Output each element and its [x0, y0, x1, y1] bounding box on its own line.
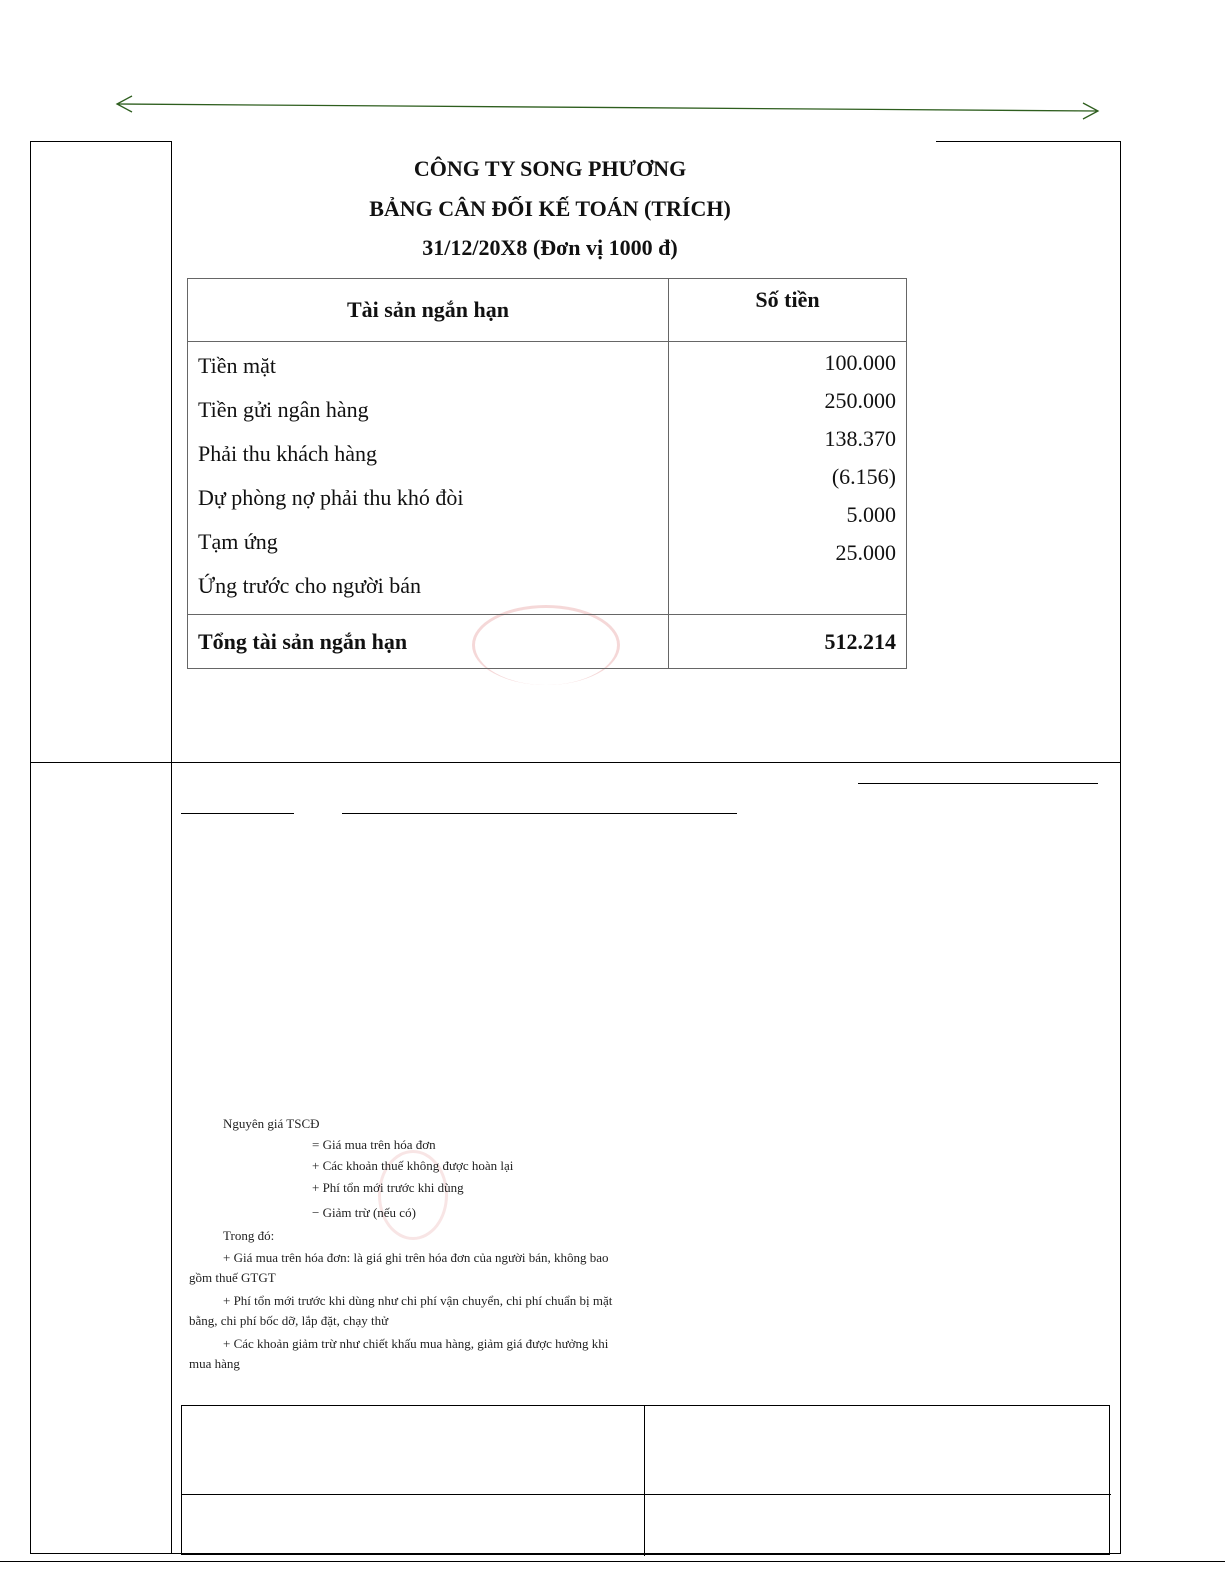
- formula-note: + Giá mua trên hóa đơn: là giá ghi trên hóa đơn của người bán, không bao gồm thuế GTGT: [189, 1250, 609, 1285]
- formula-where: Trong đó:: [223, 1228, 275, 1243]
- empty-table: [181, 1405, 1110, 1555]
- underline: [858, 783, 1098, 784]
- formula-line: − Giảm trừ (nếu có): [312, 1205, 416, 1220]
- formula-title: Nguyên giá TSCĐ: [223, 1116, 320, 1131]
- item-amount: 100.000: [824, 350, 896, 375]
- formula-line: + Phí tổn mới trước khi dùng: [312, 1180, 464, 1195]
- report-title: BẢNG CÂN ĐỐI KẾ TOÁN (TRÍCH): [369, 196, 731, 221]
- total-label: Tổng tài sản ngắn hạn: [188, 615, 669, 669]
- formula-note: + Các khoản giảm trừ như chiết khấu mua hàng, giảm giá được hưởng khi mua hàng: [189, 1336, 609, 1371]
- total-row: [188, 615, 907, 669]
- page-bottom-rule: [0, 1561, 1225, 1562]
- balance-sheet-table: [187, 278, 907, 669]
- item-amount: 250.000: [824, 388, 896, 413]
- grid-row-divider: [30, 762, 1121, 763]
- item-label: Tiền gửi ngân hàng: [198, 397, 369, 422]
- item-amount: 138.370: [824, 426, 896, 451]
- item-label: Tiền mặt: [198, 353, 277, 378]
- image-top-border: [172, 139, 936, 144]
- table-body-row: [188, 342, 907, 615]
- item-amount: (6.156): [831, 464, 896, 489]
- item-label: Ứng trước cho người bán: [198, 573, 422, 598]
- underline: [342, 813, 737, 814]
- header-amount: Số tiền: [669, 279, 907, 342]
- total-amount: 512.214: [669, 615, 907, 669]
- formula-line: = Giá mua trên hóa đơn: [312, 1137, 436, 1152]
- formula-line: + Các khoản thuế không được hoàn lại: [312, 1158, 514, 1173]
- item-amount: 25.000: [835, 540, 896, 565]
- grid-column-divider: [171, 141, 172, 1554]
- formula-note: + Phí tổn mới trước khi dùng như chi phí vận chuyển, chi phí chuẩn bị mặt bằng, chi phí bốc dỡ, lắp đặt, chạy thử: [189, 1293, 613, 1328]
- underline: [181, 813, 294, 814]
- company-name: CÔNG TY SONG PHƯƠNG: [413, 156, 687, 181]
- header-item: Tài sản ngắn hạn: [188, 279, 669, 342]
- item-amount: 5.000: [846, 502, 896, 527]
- table-column-divider: [644, 1406, 645, 1556]
- item-label: Phải thu khách hàng: [198, 441, 378, 466]
- item-label: Tạm ứng: [198, 529, 278, 554]
- width-arrow: [0, 0, 1225, 140]
- item-label: Dự phòng nợ phải thu khó đòi: [198, 485, 464, 510]
- table-header-row: [188, 279, 907, 342]
- report-date-unit: 31/12/20X8 (Đơn vị 1000 đ): [422, 235, 678, 260]
- amounts-cell: [669, 342, 907, 615]
- items-cell: [188, 342, 669, 615]
- table-row-divider: [182, 1494, 1111, 1495]
